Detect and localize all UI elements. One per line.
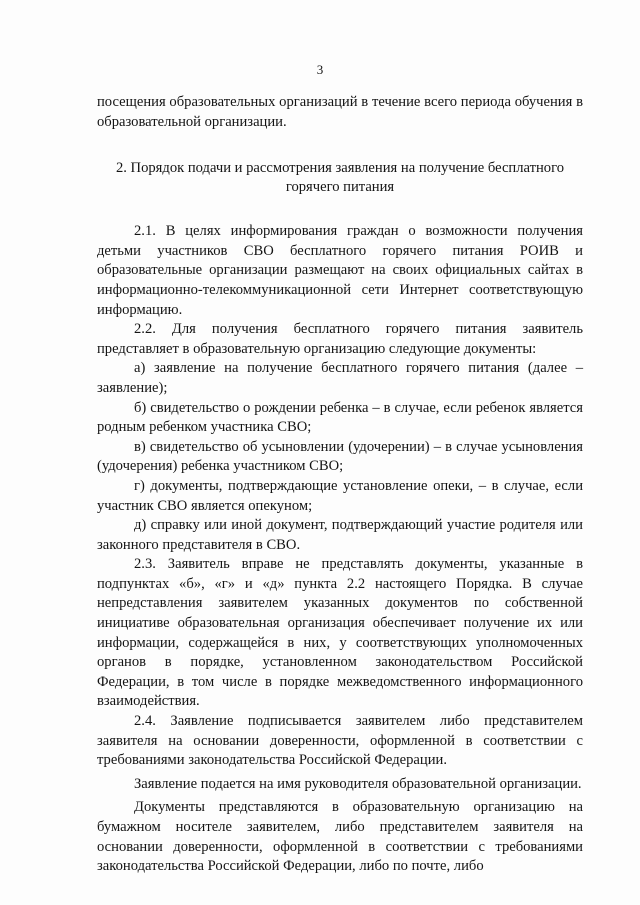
list-item-d: д) справку или иной документ, подтверждающий участие родителя или законного представителя в СВО. [97, 517, 583, 553]
section-title: 2. Порядок подачи и рассмотрения заявления на получение бесплатного горячего питания [115, 160, 565, 196]
paragraph-documents-submission: Документы представляются в образовательную организацию на бумажном носителе заявителем, либо представителем заявителя на основании доверенности, оформленной в соответствии с требованиями законодательства Российской Федерации, либо по почте, либо [97, 799, 583, 875]
list-item-a: а) заявление на получение бесплатного горячего питания (далее – заявление); [97, 360, 583, 396]
paragraph-application-addressee: Заявление подается на имя руководителя образовательной организации. [134, 775, 582, 792]
page-number: 3 [316, 62, 324, 77]
paragraph-2-3: 2.3. Заявитель вправе не представлять документы, указанные в подпунктах «б», «г» и «д» пункта 2.2 настоящего Порядка. В случае непредставления заявителем указанных документов по собственной инициативе образовательная организация обеспечивает получение их или информации, содержащейся в них, у соответствующих уполномоченных органов в порядке, установленном законодательством Российской Федерации, в том числе в порядке межведомственного информационного взаимодействия. [97, 556, 583, 710]
paragraph-2-4: 2.4. Заявление подписывается заявителем либо представителем заявителя на основании доверенности, оформленной в соответствии с требованиями законодательства Российской Федерации. [97, 713, 583, 769]
list-item-b: б) свидетельство о рождении ребенка – в случае, если ребенок является родным ребенком участника СВО; [97, 399, 583, 436]
document-body [97, 93, 583, 877]
paragraph-2-1: 2.1. В целях информирования граждан о возможности получения детьми участников СВО бесплатного горячего питания РОИВ и образовательные организации размещают на своих официальных сайтах в информационно-телекоммуникационной сети Интернет соответствующую информацию. [97, 223, 583, 318]
paragraph-2-2: 2.2. Для получения бесплатного горячего питания заявитель представляет в образовательную организацию следующие документы: [97, 321, 583, 357]
list-item-g: г) документы, подтверждающие установление опеки, – в случае, если участник СВО является опекуном; [97, 477, 583, 514]
list-item-v: в) свидетельство об усыновлении (удочерении) – в случае усыновления (удочерения) ребенка участником СВО; [97, 438, 583, 475]
lead-paragraph: посещения образовательных организаций в течение всего периода обучения в образовательной организации. [97, 94, 583, 130]
